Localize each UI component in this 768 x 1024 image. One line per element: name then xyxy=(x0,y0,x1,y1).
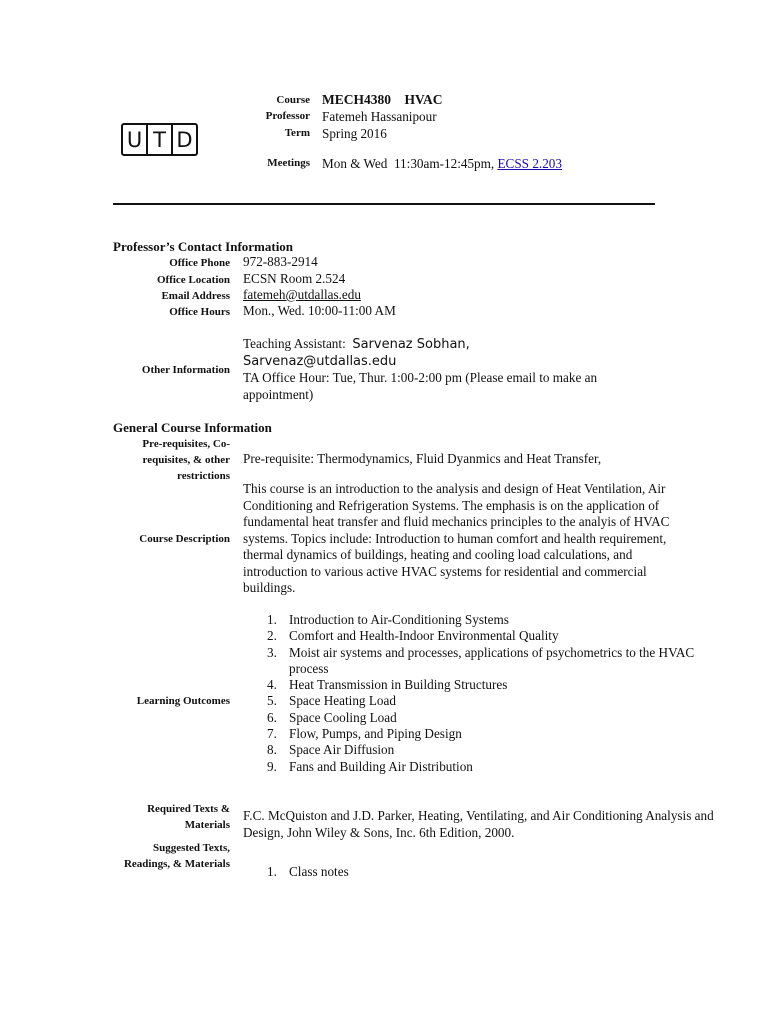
office-location-value: ECSN Room 2.524 xyxy=(243,271,346,286)
list-item-number: 3. xyxy=(267,644,277,660)
header-divider xyxy=(113,203,655,205)
course-title xyxy=(322,92,443,108)
list-item xyxy=(243,710,721,726)
list-item xyxy=(243,693,721,709)
list-item-number: 4. xyxy=(267,677,277,693)
list-item-text: Fans and Building Air Distribution xyxy=(289,758,473,774)
list-item-number: 1. xyxy=(267,864,277,879)
professor-name: Fatemeh Hassanipour xyxy=(322,109,437,124)
meetings-label: Meetings xyxy=(267,157,310,169)
list-item-text: Class notes xyxy=(289,864,349,879)
meetings-room-link[interactable]: ECSS 2.203 xyxy=(497,156,562,171)
utd-logo xyxy=(121,123,198,156)
office-location-label: Office Location xyxy=(156,274,230,286)
list-item-number: 2. xyxy=(267,628,277,644)
ta-name: Sarvenaz Sobhan, xyxy=(352,337,470,352)
meetings-value xyxy=(322,156,562,172)
prereq-value: Pre-requisite: Thermodynamics, Fluid Dyanmics and Heat Transfer, xyxy=(243,451,602,466)
office-hours-value: Mon., Wed. 10:00-11:00 AM xyxy=(243,303,396,318)
ta-office-hours: TA Office Hour: Tue, Thur. 1:00-2:00 pm (Please email to make an appointment) xyxy=(243,370,598,402)
list-item-number: 9. xyxy=(267,758,277,774)
email-link[interactable]: fatemeh@utdallas.edu xyxy=(243,287,361,302)
ta-prefix: Teaching Assistant: xyxy=(243,336,353,351)
list-item-text: Space Air Diffusion xyxy=(289,742,395,758)
header-labels xyxy=(190,94,310,174)
list-item-text: Space Cooling Load xyxy=(289,709,397,725)
other-info-label: Other Information xyxy=(141,364,230,376)
logo-letter: T xyxy=(146,125,171,154)
prereq-label: Pre-requisites, Co-requisites, & other restrictions xyxy=(142,438,230,482)
list-item-text: Introduction to Air-Conditioning Systems xyxy=(289,612,509,627)
logo-letter: U xyxy=(126,127,143,152)
learning-outcomes-label: Learning Outcomes xyxy=(136,695,230,707)
list-item-number: 5. xyxy=(267,693,277,709)
office-hours-label: Office Hours xyxy=(169,306,230,318)
list-item xyxy=(243,759,721,775)
suggested-texts-list xyxy=(243,864,723,880)
other-info-value xyxy=(243,336,633,403)
list-item-number: 7. xyxy=(267,726,277,742)
course-description-value: This course is an introduction to the analysis and design of Heat Ventilation, Air Conditioning and Refrigeration Systems. The emphasis is on the application of fundamental heat transfer and fluid mechanics principles to the analyis of HVAC systems. Topics include: Introduction to human comfort and health requirement, thermal dynamics of buildings, heating and cooling load calculations, and introduction to various active HVAC systems for residential and commercial buildings. xyxy=(243,481,670,595)
course-description-label: Course Description xyxy=(139,533,230,545)
ta-email: Sarvenaz@utdallas.edu xyxy=(243,353,397,369)
general-section-title: General Course Information xyxy=(113,420,272,435)
meetings-time: Mon & Wed 11:30am-12:45pm, xyxy=(322,156,498,171)
list-item-text: Space Heating Load xyxy=(289,693,396,709)
list-item xyxy=(243,645,721,678)
office-phone-label: Office Phone xyxy=(169,257,230,269)
logo-letter: D xyxy=(171,125,196,154)
suggested-texts-label: Suggested Texts, Readings, & Materials xyxy=(123,842,230,870)
list-item xyxy=(243,612,721,628)
email-value xyxy=(243,287,723,304)
contact-section-title: Professor’s Contact Information xyxy=(113,239,294,254)
list-item-text: Flow, Pumps, and Piping Design xyxy=(289,726,462,742)
list-item xyxy=(243,677,721,693)
ta-line xyxy=(243,336,633,354)
email-label: Email Address xyxy=(161,290,230,302)
course-label: Course xyxy=(276,94,310,106)
course-name: HVAC xyxy=(404,92,443,107)
list-item xyxy=(243,628,721,644)
list-item xyxy=(243,726,721,742)
term-label: Term xyxy=(284,127,310,139)
list-item-number: 6. xyxy=(267,709,277,725)
learning-outcomes-list xyxy=(243,612,721,775)
list-item-number: 1. xyxy=(267,612,277,627)
list-item-text: Heat Transmission in Building Structures xyxy=(289,677,508,693)
required-texts-label: Required Texts & Materials xyxy=(147,803,230,831)
required-texts-value: F.C. McQuiston and J.D. Parker, Heating, Ventilating, and Air Conditioning Analysis and Design, John Wiley & Sons, Inc. 6th Edition, 2000. xyxy=(243,808,714,840)
office-phone-value: 972-883-2914 xyxy=(243,254,318,269)
list-item-text: Comfort and Health-Indoor Environmental Quality xyxy=(289,628,559,644)
professor-label: Professor xyxy=(265,110,310,122)
list-item xyxy=(243,864,723,880)
course-code: MECH4380 xyxy=(322,92,391,107)
list-item-text: Moist air systems and processes, applications of psychometrics to the HVAC process xyxy=(289,644,695,676)
term-value: Spring 2016 xyxy=(322,126,387,141)
list-item-number: 8. xyxy=(267,742,277,758)
list-item xyxy=(243,742,721,758)
